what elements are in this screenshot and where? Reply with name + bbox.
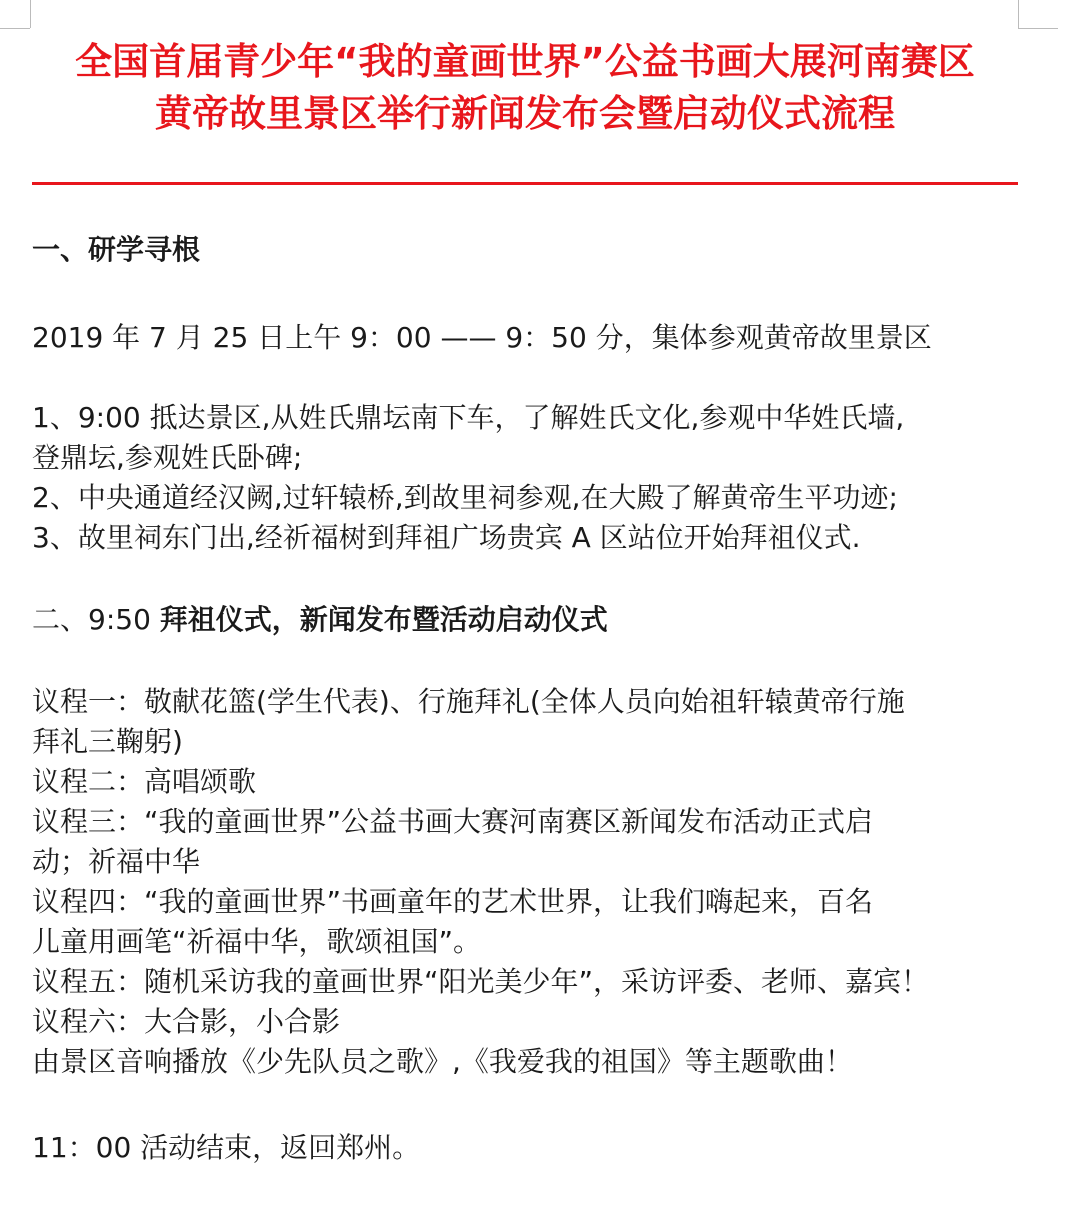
section-1-item-1-line-1: 1、9:00 抵达景区,从姓氏鼎坛南下车，了解姓氏文化,参观中华姓氏墙,	[32, 401, 905, 434]
document-title	[20, 36, 1030, 140]
agenda-4-line-1: 议程四：“我的童画世界”书画童年的艺术世界，让我们嗨起来，百名	[32, 885, 874, 918]
agenda-6: 议程六：大合影，小合影	[32, 1005, 341, 1038]
section-1-item-2: 2、中央通道经汉阙,过轩辕桥,到故里祠参观,在大殿了解黄帝生平功迹;	[32, 481, 898, 514]
section-2-heading-text: 拜祖仪式，新闻发布暨活动启动仪式	[159, 603, 608, 636]
agenda-1-line-1: 议程一：敬献花篮(学生代表)、行施拜礼(全体人员向始祖轩辕黄帝行施	[32, 685, 905, 718]
agenda-3-line-1: 议程三：“我的童画世界”公益书画大赛河南赛区新闻发布活动正式启	[32, 805, 874, 838]
page-corner-mark-left-h	[0, 28, 30, 29]
agenda-3-line-2: 动；祈福中华	[32, 845, 201, 878]
section-1-item-1-line-2: 登鼎坛,参观姓氏卧碑;	[32, 441, 303, 474]
section-1-heading: 一、研学寻根	[32, 233, 201, 266]
music-note: 由景区音响播放《少先队员之歌》,《我爱我的祖国》等主题歌曲！	[32, 1045, 853, 1078]
agenda-4-line-2: 儿童用画笔“祈福中华，歌颂祖国”。	[32, 925, 482, 958]
section-1-item-3: 3、故里祠东门出,经祈福树到拜祖广场贵宾 A 区站位开始拜祖仪式.	[32, 521, 861, 554]
section-2-heading	[32, 600, 1032, 640]
agenda-1-line-2: 拜礼三鞠躬)	[32, 725, 183, 758]
title-divider	[32, 182, 1018, 185]
section-1-time: 2019 年 7 月 25 日上午 9：00 —— 9：50 分，集体参观黄帝故里景区	[32, 321, 932, 354]
page-corner-mark-right-h	[1018, 28, 1058, 29]
title-line-1: 全国首届青少年“我的童画世界”公益书画大展河南赛区	[75, 40, 975, 83]
page-corner-mark-right	[1018, 0, 1019, 28]
agenda-5: 议程五：随机采访我的童画世界“阳光美少年”，采访评委、老师、嘉宾！	[32, 965, 930, 998]
document-body	[32, 230, 1032, 1168]
title-line-2: 黄帝故里景区举行新闻发布会暨启动仪式流程	[155, 92, 895, 135]
section-2-heading-prefix: 二、9:50	[32, 603, 160, 636]
ending-note: 11：00 活动结束，返回郑州。	[32, 1131, 421, 1164]
agenda-2: 议程二：高唱颂歌	[32, 765, 257, 798]
page-corner-mark-left	[30, 0, 31, 28]
